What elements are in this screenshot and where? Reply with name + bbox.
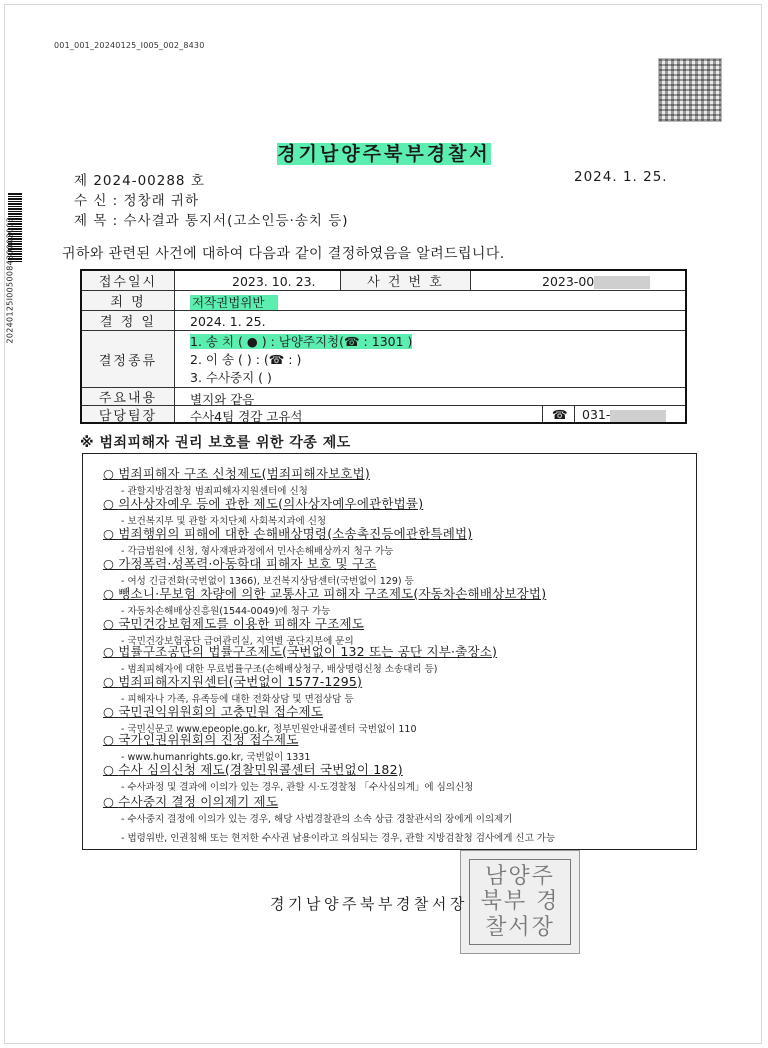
qr-code-icon xyxy=(658,58,722,122)
list-item: ○ 국가인권위원회의 진정 접수제도 - www.humanrights.go.kr, 국번없이 1331 xyxy=(103,732,311,763)
seal-text: 남양주 북부 경찰서장 xyxy=(469,859,571,945)
document-date: 2024. 1. 25. xyxy=(574,169,668,185)
list-item: ○ 범죄행위의 피해에 대한 손해배상명령(소송촉진등에관한특례법) - 각급법원에 신청, 형사재판과정에서 민사손해배상까지 청구 가능 xyxy=(103,526,473,557)
notice-title: ※ 범죄피해자 권리 보호를 위한 각종 제도 xyxy=(80,435,351,451)
list-item: ○ 국민건강보험제도를 이용한 피해자 구조제도 - 국민건강보험공단 급여관리실, 지역별 공단지부에 문의 xyxy=(103,616,365,647)
intro-text: 귀하와 관련된 사건에 대하여 다음과 같이 결정하였음을 알려드립니다. xyxy=(62,246,505,262)
list-item: ○ 국민권익위원회의 고충민원 접수제도 - 국민신문고 www.epeople.go.kr, 정부민원안내콜센터 국번없이 110 xyxy=(103,704,417,735)
row-receipt xyxy=(82,271,685,291)
charge-value: 저작권법위반 xyxy=(190,293,278,311)
victim-rights-box xyxy=(82,453,697,850)
official-seal xyxy=(460,850,580,954)
list-item: ○ 수사중지 결정 이의제기 제도 - 수사중지 결정에 이의가 있는 경우, 해당 사법경찰관의 소속 상급 경찰관서의 장에게 이의제기 - 법령위반, 인권침해 또는 현저한 수사권 남용이라고 의심되는 경우, 관할 지방검찰청 검사에게 신고 가능 xyxy=(103,794,556,844)
row-decision-type xyxy=(82,331,685,388)
phone-number: 031- xyxy=(582,407,666,422)
decision-type-label: 결정종류 xyxy=(82,331,175,387)
content-label: 주요내용 xyxy=(82,388,175,405)
receipt-date-label: 접수일시 xyxy=(82,271,175,290)
decision-option-suspension: 3. 수사중지 ( ) xyxy=(190,370,272,385)
decision-option-referral: 1. 송 치 ( ● ) : 남양주지청(☎ : 1301 ) xyxy=(190,334,413,349)
recipient-line: 수 신 : 정창래 귀하 xyxy=(74,193,200,209)
subject-text: 수사결과 통지서(고소인등·송치 등) xyxy=(123,213,349,229)
row-decision-date xyxy=(82,311,685,331)
document-id: 001_001_20240125_I005_002_8430 xyxy=(54,41,205,50)
case-number: 2023-00 xyxy=(542,274,650,289)
decision-option-transfer: 2. 이 송 ( ) : (☎ : ) xyxy=(190,352,302,367)
content-value: 별지와 같음 xyxy=(190,392,255,407)
row-content xyxy=(82,388,685,406)
list-item: ○ 수사 심의신청 제도(경찰민원콜센터 국번없이 182) - 수사과정 및 결과에 이의가 있는 경우, 관할 시·도경찰청 「수사심의계」에 심의신청 xyxy=(103,762,474,793)
list-item: ○ 범죄피해자지원센터(국번없이 1577-1295) - 피해자나 가족, 유족등에 대한 전화상담 및 면접상담 등 xyxy=(103,674,363,705)
signature: 경기남양주북부경찰서장 xyxy=(270,895,468,913)
phone-icon: ☎ xyxy=(552,407,568,422)
charge-label: 죄 명 xyxy=(82,291,175,310)
row-officer xyxy=(82,406,685,422)
decision-table xyxy=(80,269,687,424)
decision-date: 2024. 1. 25. xyxy=(190,314,266,329)
decision-date-label: 결 정 일 xyxy=(82,311,175,330)
agency-title: 경기남양주북부경찰서 xyxy=(277,143,491,165)
case-number-label: 사 건 번 호 xyxy=(341,271,471,290)
officer-label: 담당팀장 xyxy=(82,406,175,422)
list-item: ○ 의사상자예우 등에 관한 제도(의사상자예우에관한법률) - 보건복지부 및 관할 자치단체 사회복지과에 신청 xyxy=(103,496,424,527)
recipient-name: 정창래 귀하 xyxy=(123,193,200,209)
row-charge xyxy=(82,291,685,311)
list-item: ○ 법률구조공단의 법률구조제도(국번없이 132 또는 공단 지부·출장소) - 범죄피해자에 대한 무료법률구조(손해배상청구, 배상명령신청 소송대리 등) xyxy=(103,644,498,675)
officer-value: 수사4팀 경감 고유석 xyxy=(190,409,303,424)
decision-options xyxy=(190,333,412,387)
list-item: ○ 범죄피해자 구조 신청제도(범죄피해자보호법) - 관할지방검찰청 범죄피해자지원센터에 신청 xyxy=(103,466,371,497)
list-item: ○ 뺑소니·무보험 차량에 의한 교통사고 피해자 구조제도(자동차손해배상보장법) - 자동차손해배상진흥원(1544-0049)에 청구 가능 xyxy=(103,586,547,617)
receipt-date: 2023. 10. 23. xyxy=(232,274,316,289)
list-item: ○ 가정폭력·성폭력·아동학대 피해자 보호 및 구조 - 여성 긴급전화(국번없이 1366), 보건복지상담센터(국번없이 129) 등 xyxy=(103,556,414,587)
side-code: 20240125I005008430002003 xyxy=(5,216,15,344)
document-number: 제 2024-00288 호 xyxy=(74,173,205,189)
subject-line: 제 목 : 수사결과 통지서(고소인등·송치 등) xyxy=(74,213,349,229)
